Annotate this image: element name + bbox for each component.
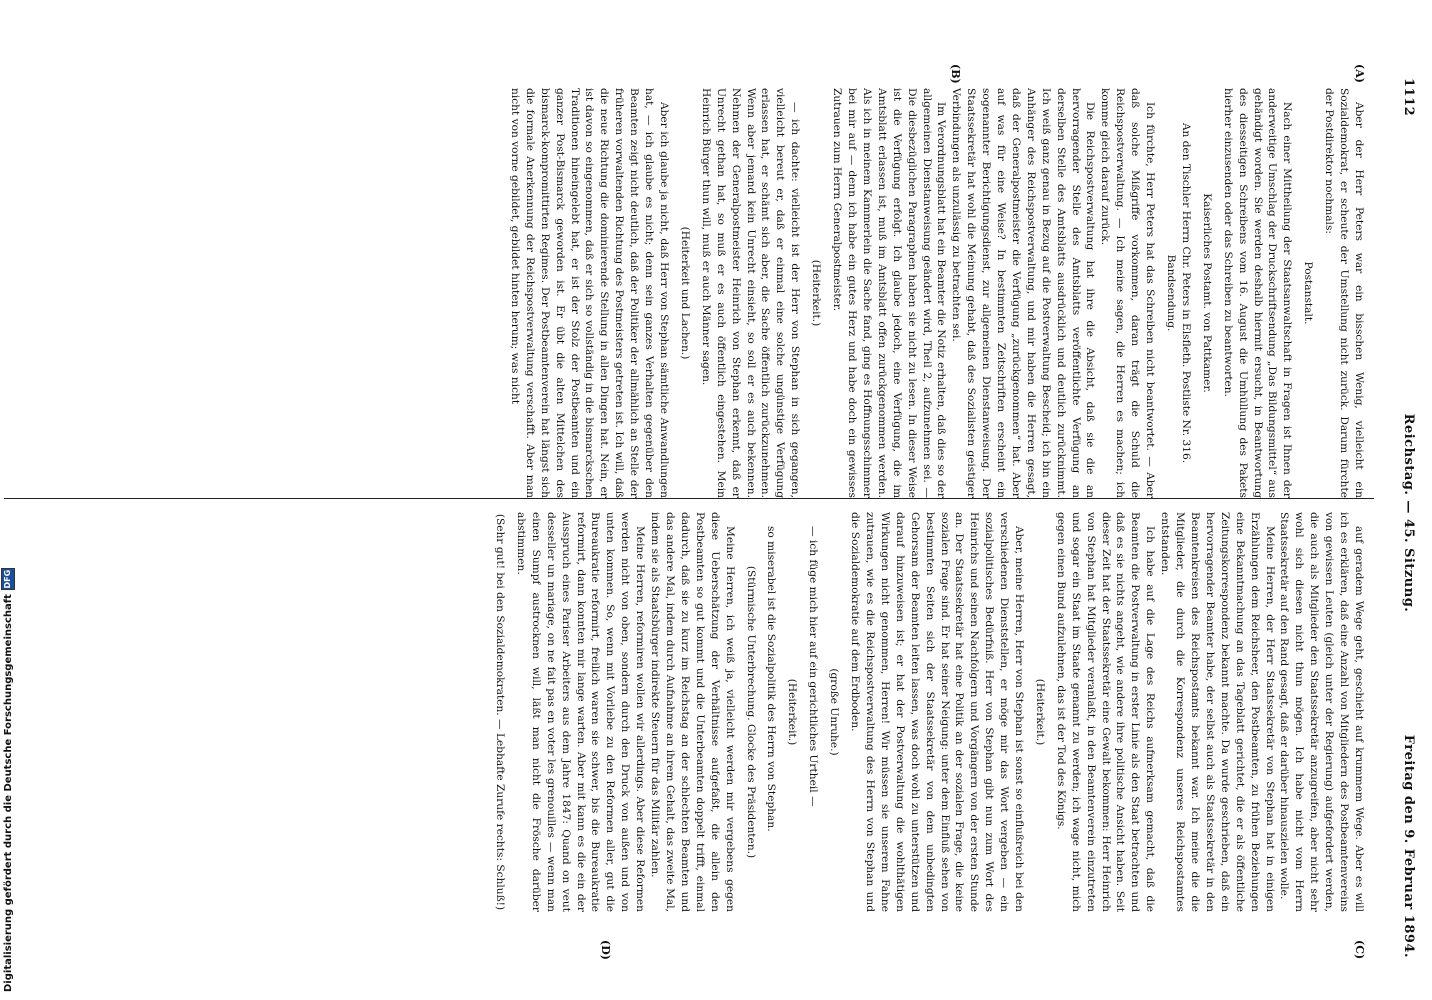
running-title: Reichstag. — 45. Sitzung. <box>1401 413 1416 613</box>
margin-marker-b: (B) <box>949 64 962 84</box>
paragraph: Ich fürchte, Herr Peters hat das Schreiben nicht beantwortet. — Aber daß solche Mißgriffe vorkommen, daran trägt die Schuld die Reichspostverwaltung. — Ich meine sagen, die Herren es machen; ich komme gleich darauf zurück. <box>1099 88 1157 498</box>
stage-direction: An den Tischler Herrn Chr. Peters in Elsfleth. Postliste Nr. 316. Bandsendung. <box>1165 122 1192 464</box>
stage-direction: (große Unruhe.) <box>828 668 841 756</box>
stage-direction: (Sehr gut! bei den Sozialdemokraten. — Lebhafte Zurufe rechts: Schluß!) <box>494 513 507 911</box>
credit-text: Digitalisierung gefördert durch die Deutsche Forschungsgemeinschaft <box>2 594 14 992</box>
sitting-date: Freitag den 9. Februar 1894. <box>1401 734 1416 958</box>
stage-direction: (Stürmische Unterbrechung. Glocke des Präsidenten.) <box>744 565 757 859</box>
paragraph: — ich füge mich hier auf ein gerichtliches Urtheil — <box>807 526 820 807</box>
paragraph: Aber ich glaube ja nicht, daß Herr von Stephan sämtliche Anwandlungen hat, — ich glaube es nicht; denn sein ganzes Verhalten gegenüber den Beamten zeigt nicht deutlich, daß der Politiker der allmählich an Stelle der früheren vorwaltenden Richtung des Postmeisters getreten ist. Ich will, daß die neue Richtung die dominierende Stellung in allen Dingen hat. Nein, er ist davon so eingenommen, daß er sich so vollständig in die bismarckschen Traditionen hineingelebt hat, er ist der Stolz der Postbeamten und ein ganzer Post-Bismarck geworden ist. Er übt die alten Mittelchen des bismarck-kompromittirten Regimes. Der Postbeamtenverein hat längst sich die formale Anerkennung der Reichspostverwaltung verschafft. Aber man nicht von vorne gebildet, gebildet hinten herum; was nicht <box>508 88 671 498</box>
paragraph: Meine Herren, ich weiß ja, vielleicht werden mir vergebens gegen diese Ueberschätzung der Verhältnisse aufgefaßt, die allein den Postbeamten so gut kommt und die Unterbeamten doppelt trifft, einmal dadurch, daß sie zu kurz im Reichstag an der schlechten Beamten und das andere Mal, indem durch Aufnahme an ihrem Gehalt, das zweite Mal, indem sie als Staatsbürger indirekte Steuern für das Militär zahlen. <box>649 512 736 912</box>
paragraph: Im Verordnungsblatt hat ein Beamter die Notiz erhalten, daß dies so der allgemeinen Dienstanweisung geändert wird, Theil 2, aufzunehmen sei. — Die diesbezüglichen Paragraphen haben sie nicht zu lesen. In dieser Weise ist die Verfügung erfolgt. Ich glaube jedoch, eine Verfügung, die im Amtsblatt erlassen ist, muß im Amtsblatt offen zurückgenommen werden. Als ich in meinem Kammerlein die Sache fand, ging es Hoffnungsschimmer bei mir auf — denn ich habe ein gutes Herz und habe doch ein gewisses Zutrauen zum Herrn Generalpostmeister. <box>831 88 948 498</box>
paragraph: Aber der Herr Peters war ein bisschen Wenig, vielleicht ein Sozialdemokrat, er scheute der Umstellung nicht zurück. Darum fürchte der Postdirektor nochmals: <box>1323 88 1365 498</box>
stage-direction: (Heiterkeit.) <box>1033 678 1046 746</box>
margin-marker-c: (C) <box>1353 940 1366 960</box>
page-header <box>1394 38 1416 988</box>
page-number: 1112 <box>1401 78 1416 117</box>
paragraph: auf geradem Wege geht, geschieht auf krummem Wege. Aber es will ich es erklären, daß eine Anzahl von Mitgliedern des Postbeamtenvereins von gewissen Leuten (gleich unter der Regierung) aufgefordert werden, die auch als Mitglieder den Staatssekretär anzugreifen, aber nicht sehr wohl sich diesen nicht thun mögen. Ich habe nicht vom Herrn Staatssekretär auf den Rand gesagt, daß er darüber hinauszielen wolle. <box>1278 512 1365 912</box>
margin-marker-d: (D) <box>599 940 612 960</box>
stage-direction: Kaiserliches Postamt. von Pattkamer. <box>1200 193 1213 393</box>
stage-direction: (Heiterkeit und Lachen.) <box>678 226 691 360</box>
stage-direction: (Heiterkeit.) <box>810 259 823 327</box>
stage-direction: (Heiterkeit.) <box>786 678 799 746</box>
paragraph: Aber, meine Herren, Herr von Stephan ist sonst so einflußreich bei den verschiedenen Dienststellen, er möge mir das Wort vergeben — ein sozialpolitisches Bedürfniß. Herr von Stephan gibt nun zum Wort des Heinrichs und seinen Nachfolgern und Vorgängern von der ersten Stunde an. Der Staatssekretär hat eine Politik an der sozialen Frage, die keine sozialen Frage sind. Er hat seiner Neigung: unter dem Einfluß sehen von bestimmten Seiten sich der Staatssekretär von dem unbedingten Gehorsam der Beamten leiten lassen, was doch wohl zu unterstützen und darauf hinzuweisen ist; er hat der Postverwaltung die wohlthätigen Wirkungen nicht genommen, Herren! Wir müssen sie unserem Fahne zutrauen, wie es die Reichspostverwaltung des Herrn von Stephan und die Sozialdemokratie auf dem Erdboden. <box>849 512 1026 912</box>
column-divider <box>4 498 1374 499</box>
paragraph: Meine Herren, reformiren wollen wir allerdings. Aber diese Reformen werden nicht von oben, sondern durch den Druck von außen und von unten kommen. So, wenn mit Vorliebe zu den Reformen aller, gut die Bureaukratie reformirt, freilich waren sie schwer, bis die Bureaukratie reformirt, dann konnten mir lange warten. Aber mit kann es die ein der Ausspruch eines Pariser Arbeiters aus dem Jahre 1847: Quand on veut desseller un mariage, on ne fait pas en voter les grenouilles — wenn man einen Sumpf austrocknen will, läßt man nicht die Frösche darüber abstimmen. <box>514 512 647 912</box>
left-column <box>6 88 1366 498</box>
right-column <box>6 512 1366 912</box>
paragraph: Die Reichspostverwaltung hat ihre die Absicht, daß sie die an hervorragender Stelle des Amtsblatts veröffentlichte Verfügung an derselben Stelle des Amtsblatts ausdrücklich und deutlich zurücknimmt. Ich weiß ganz genau in Bezug auf die Postverwaltung Bescheid; ich bin ein Anhänger des Reichspostverwaltung, und mir haben die Herren gesagt, daß der Generalpostmeister die Verfügung „zurückgenommen“ hat. Aber auf was für eine Weise? In bestimmten Zeitschriften erscheint ein sogenannter Berichtigungsdienst, zur allgemeinen Dienstanweisung. Der Staatssekretär hat wohl die Meinung gehabt, daß des Sozialisten geistiger Verbindungen als unzulässig zu betrachten sei. <box>950 88 1097 498</box>
paragraph: Meine Herren, der Herr Staatssekretär von Stephan hat in einigen Erzählungen dem Reichsheer, den Postbeamten, zu frühen Beziehungen eine Bekanntmachung an das Tageblatt gerichtet, die er als öffentliche Zeitungskorrespondenz bekannt machte. Da wurde geschrieben, daß ein hervorragender Beamter habe, der selbst auch als Staatssekretär in den Beamtenkreisen des Reichspostamts bekannt war. Ich meine die die Mitglieder, die durch die Korrespondenz unseres Reichspostamtes entstanden. <box>1159 512 1276 912</box>
paragraph: Ich habe auf die Lage des Reichs aufmerksam gemacht, daß die Beamten die Postverwaltung in erster Linie als den Staat betrachten und daß es sie nichts angeht, wie andere ihre politische Ansicht haben. Seit dieser Zeit hat der Staatssekretär eine Gewalt bekommen: Herr Heinrich von Stephan hat Mitglieder veranlaßt, in den Beamtenverein einzutreten und sogar ein Staat im Staate genannt zu werden; ich wage nicht, mich gegen einen Bund aufzulehnen, das ist der Tod des Königs. <box>1054 512 1157 912</box>
paragraph: Nach einer Mittheilung der Staatsanwaltschaft in Fragen ist Ihnen der anderweitige Umschlag der Druckschriftsendung „Das Bildungsmittel“ aus gehändigt worden. Sie werden deshalb hiermit ersucht, in Beantwortung des diesseitigen Schreibens vom 16. August die Umhüllung des Pakets hierher einzusenden oder das Schreiben zu beantworten. <box>1221 88 1294 498</box>
paragraph: — ich dachte: vielleicht ist der Herr von Stephan in sich gegangen, vielleicht bereut er, daß er einmal eine solche ungünstige Verfügung erlassen hat, er schämt sich aber, die Sache öffentlich zurückzunehmen. Wenn aber jemand kein Unrecht einsieht, so soll er es auch bekennen. Nehmen der Generalpostmeister Heinrich von Stephan erkennt, daß er Unrecht gethan hat, so muß er es auch öffentlich eingestehen. Mein Heinrich Bürger thun will, muß er auch Männer sagen. <box>699 88 802 498</box>
paragraph: so miserabel ist die Sozialpolitik des Herrn von Stephan. <box>765 526 778 832</box>
credit-strip <box>0 0 16 1000</box>
stage-direction: Postanstalt. <box>1302 261 1315 325</box>
margin-marker-a: (A) <box>1353 64 1366 83</box>
dfg-logo: DFG <box>1 568 15 590</box>
